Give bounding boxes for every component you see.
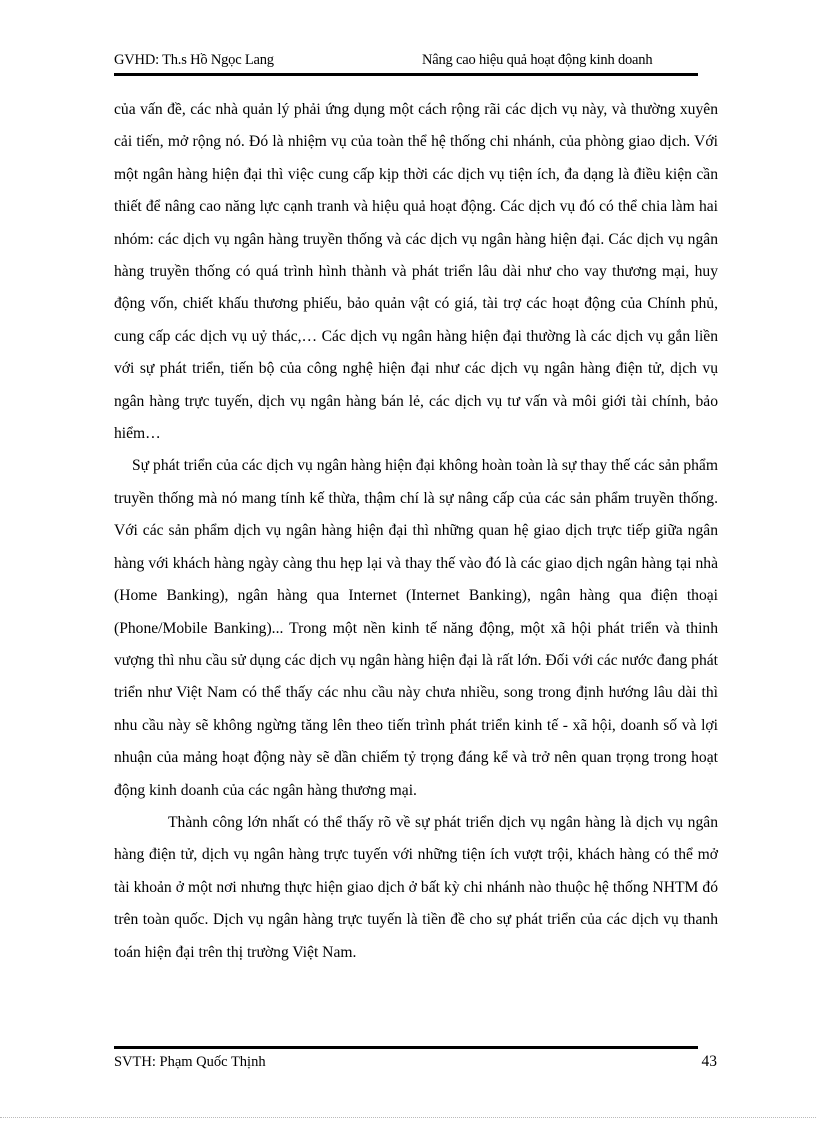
page-number: 43: [701, 1053, 717, 1070]
body-text: [114, 94, 718, 969]
header-supervisor: GVHD: Th.s Hồ Ngọc Lang: [114, 52, 274, 68]
header-title: Nâng cao hiệu quả hoạt động kinh doanh: [422, 52, 653, 68]
paragraph: của vấn đề, các nhà quản lý phải ứng dụng một cách rộng rãi các dịch vụ này, và thường xuyên cải tiến, mở rộng nó. Đó là nhiệm vụ của toàn thể hệ thống chi nhánh, của phòng giao dịch. Với một ngân hàng hiện đại thì việc cung cấp kịp thời các dịch vụ tiện ích, đa dạng là điều kiện cần thiết để nâng cao năng lực cạnh tranh và hiệu quả hoạt động. Các dịch vụ đó có thể chia làm hai nhóm: các dịch vụ ngân hàng truyền thống và các dịch vụ ngân hàng hiện đại. Các dịch vụ ngân hàng truyền thống có quá trình hình thành và phát triển lâu dài như cho vay thương mại, huy động vốn, chiết khấu thương phiếu, bảo quản vật có giá, tài trợ các hoạt động của Chính phủ, cung cấp các dịch vụ uỷ thác,… Các dịch vụ ngân hàng hiện đại thường là các dịch vụ gắn liền với sự phát triển, tiến bộ của công nghệ hiện đại như các dịch vụ ngân hàng điện tử, dịch vụ ngân hàng trực tuyến, dịch vụ ngân hàng bán lẻ, các dịch vụ tư vấn và môi giới tài chính, bảo hiểm…: [114, 101, 718, 443]
footer-student: SVTH: Phạm Quốc Thịnh: [114, 1054, 266, 1070]
footer-rule: [114, 1046, 698, 1049]
header-rule: [114, 73, 698, 76]
page-footer: [114, 1053, 719, 1075]
paragraph: Thành công lớn nhất có thể thấy rõ về sự phát triển dịch vụ ngân hàng là dịch vụ ngân hàng điện tử, dịch vụ ngân hàng trực tuyến với những tiện ích vượt trội, khách hàng có thể mở tài khoản ở một nơi nhưng thực hiện giao dịch ở bất kỳ chi nhánh nào thuộc hệ thống NHTM đó trên toàn quốc. Dịch vụ ngân hàng trực tuyến là tiền đề cho sự phát triển của các dịch vụ thanh toán hiện đại trên thị trường Việt Nam.: [114, 813, 718, 961]
page-edge-divider: [0, 1117, 816, 1118]
page-header: [114, 52, 696, 72]
paragraph: Sự phát triển của các dịch vụ ngân hàng hiện đại không hoàn toàn là sự thay thế các sản phẩm truyền thống mà nó mang tính kế thừa, thậm chí là sự nâng cấp của các sản phẩm truyền thống. Với các sản phẩm dịch vụ ngân hàng hiện đại thì những quan hệ giao dịch trực tiếp giữa ngân hàng với khách hàng ngày càng thu hẹp lại và thay thế vào đó là các giao dịch ngân hàng tại nhà (Home Banking), ngân hàng qua Internet (Internet Banking), ngân hàng qua điện thoại (Phone/Mobile Banking)... Trong một nền kinh tế năng động, một xã hội phát triển và thinh vượng thì nhu cầu sử dụng các dịch vụ ngân hàng hiện đại là rất lớn. Đối với các nước đang phát triển như Việt Nam có thể thấy các nhu cầu này chưa nhiều, song trong định hướng lâu dài thì nhu cầu này sẽ không ngừng tăng lên theo tiến trình phát triển kinh tế - xã hội, doanh số và lợi nhuận của mảng hoạt động này sẽ dần chiếm tỷ trọng đáng kể và trở nên quan trọng trong hoạt động kinh doanh của các ngân hàng thương mại.: [114, 457, 718, 799]
